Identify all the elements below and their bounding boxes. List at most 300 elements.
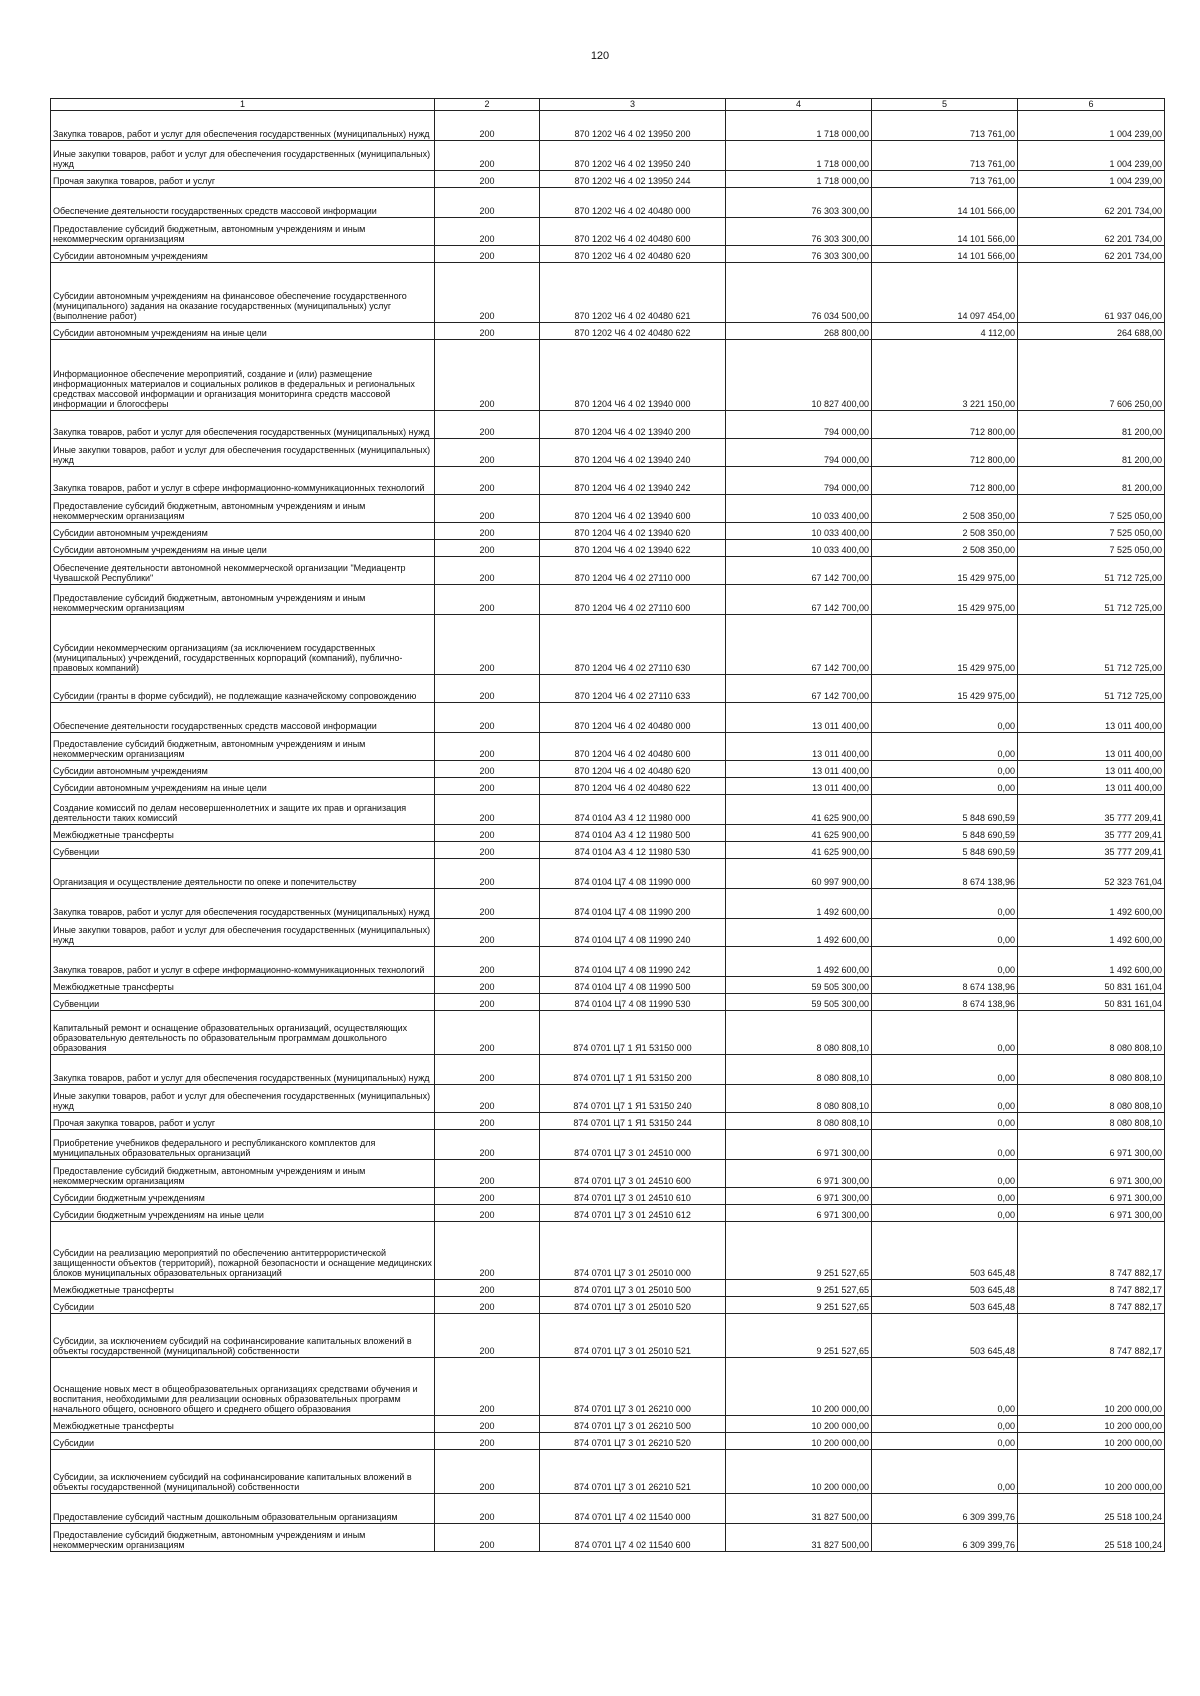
row-admin-code-cell: 200 — [435, 141, 540, 171]
row-executed-amount-cell: 0,00 — [872, 919, 1018, 947]
row-name-cell: Субсидии (гранты в форме субсидий), не подлежащие казначейскому сопровождению — [51, 675, 435, 703]
row-admin-code-cell: 200 — [435, 323, 540, 340]
row-approved-amount-cell: 794 000,00 — [726, 467, 872, 495]
row-admin-code-cell: 200 — [435, 439, 540, 467]
row-executed-amount-cell: 0,00 — [872, 1113, 1018, 1130]
row-remaining-amount-cell: 10 200 000,00 — [1018, 1433, 1165, 1450]
row-executed-amount-cell: 503 645,48 — [872, 1297, 1018, 1314]
table-header-row — [51, 99, 1165, 111]
table-row — [51, 1085, 1165, 1113]
table-row — [51, 1450, 1165, 1494]
row-name-cell: Создание комиссий по делам несовершеннолетних и защите их прав и организация деятельности таких комиссий — [51, 795, 435, 825]
row-budget-code-cell: 870 1204 Ч6 4 02 27110 630 — [540, 615, 726, 675]
row-approved-amount-cell: 10 827 400,00 — [726, 340, 872, 411]
table-row — [51, 246, 1165, 263]
row-admin-code-cell: 200 — [435, 263, 540, 323]
row-remaining-amount-cell: 13 011 400,00 — [1018, 778, 1165, 795]
row-admin-code-cell: 200 — [435, 340, 540, 411]
row-approved-amount-cell: 10 033 400,00 — [726, 523, 872, 540]
row-budget-code-cell: 874 0701 Ц7 3 01 26210 520 — [540, 1433, 726, 1450]
row-budget-code-cell: 870 1204 Ч6 4 02 13940 600 — [540, 495, 726, 523]
row-approved-amount-cell: 8 080 808,10 — [726, 1011, 872, 1055]
row-admin-code-cell: 200 — [435, 1011, 540, 1055]
row-budget-code-cell: 870 1202 Ч6 4 02 40480 620 — [540, 246, 726, 263]
row-admin-code-cell: 200 — [435, 1055, 540, 1085]
row-budget-code-cell: 870 1204 Ч6 4 02 27110 600 — [540, 585, 726, 615]
row-approved-amount-cell: 10 200 000,00 — [726, 1358, 872, 1416]
table-row — [51, 218, 1165, 246]
row-executed-amount-cell: 503 645,48 — [872, 1314, 1018, 1358]
row-name-cell: Межбюджетные трансферты — [51, 977, 435, 994]
row-admin-code-cell: 200 — [435, 1358, 540, 1416]
table-row — [51, 919, 1165, 947]
row-name-cell: Прочая закупка товаров, работ и услуг — [51, 171, 435, 188]
row-remaining-amount-cell: 62 201 734,00 — [1018, 218, 1165, 246]
row-budget-code-cell: 874 0701 Ц7 3 01 24510 600 — [540, 1160, 726, 1188]
row-remaining-amount-cell: 81 200,00 — [1018, 411, 1165, 439]
row-executed-amount-cell: 713 761,00 — [872, 141, 1018, 171]
row-budget-code-cell: 870 1204 Ч6 4 02 40480 620 — [540, 761, 726, 778]
row-name-cell: Субсидии автономным учреждениям — [51, 246, 435, 263]
table-row — [51, 111, 1165, 141]
table-row — [51, 859, 1165, 889]
row-approved-amount-cell: 1 718 000,00 — [726, 171, 872, 188]
row-approved-amount-cell: 6 971 300,00 — [726, 1160, 872, 1188]
row-remaining-amount-cell: 81 200,00 — [1018, 467, 1165, 495]
row-budget-code-cell: 870 1202 Ч6 4 02 13950 200 — [540, 111, 726, 141]
row-executed-amount-cell: 15 429 975,00 — [872, 585, 1018, 615]
row-name-cell: Предоставление субсидий бюджетным, автономным учреждениям и иным некоммерческим организациям — [51, 1524, 435, 1552]
row-executed-amount-cell: 2 508 350,00 — [872, 540, 1018, 557]
row-remaining-amount-cell: 6 971 300,00 — [1018, 1205, 1165, 1222]
table-row — [51, 1205, 1165, 1222]
table-row — [51, 1011, 1165, 1055]
row-remaining-amount-cell: 6 971 300,00 — [1018, 1130, 1165, 1160]
budget-table — [50, 98, 1165, 1552]
table-row — [51, 615, 1165, 675]
row-executed-amount-cell: 712 800,00 — [872, 439, 1018, 467]
row-approved-amount-cell: 41 625 900,00 — [726, 825, 872, 842]
row-admin-code-cell: 200 — [435, 842, 540, 859]
table-row — [51, 1113, 1165, 1130]
row-name-cell: Закупка товаров, работ и услуг для обеспечения государственных (муниципальных) нужд — [51, 111, 435, 141]
row-executed-amount-cell: 0,00 — [872, 1433, 1018, 1450]
row-approved-amount-cell: 67 142 700,00 — [726, 615, 872, 675]
row-budget-code-cell: 874 0701 Ц7 3 01 25010 520 — [540, 1297, 726, 1314]
row-remaining-amount-cell: 51 712 725,00 — [1018, 615, 1165, 675]
row-admin-code-cell: 200 — [435, 1433, 540, 1450]
row-name-cell: Информационное обеспечение мероприятий, создание и (или) размещение информационных материалов и социальных роликов в федеральных и региональных средствах массовой информации и организация мониторинга средств массовой информации и блогосферы — [51, 340, 435, 411]
row-remaining-amount-cell: 8 747 882,17 — [1018, 1222, 1165, 1280]
row-approved-amount-cell: 6 971 300,00 — [726, 1130, 872, 1160]
table-row — [51, 1222, 1165, 1280]
table-row — [51, 994, 1165, 1011]
row-admin-code-cell: 200 — [435, 733, 540, 761]
row-budget-code-cell: 870 1202 Ч6 4 02 13950 240 — [540, 141, 726, 171]
row-admin-code-cell: 200 — [435, 889, 540, 919]
row-admin-code-cell: 200 — [435, 188, 540, 218]
table-row — [51, 1416, 1165, 1433]
row-budget-code-cell: 870 1204 Ч6 4 02 27110 000 — [540, 557, 726, 585]
row-budget-code-cell: 874 0701 Ц7 3 01 25010 500 — [540, 1280, 726, 1297]
row-budget-code-cell: 870 1202 Ч6 4 02 40480 000 — [540, 188, 726, 218]
row-remaining-amount-cell: 35 777 209,41 — [1018, 842, 1165, 859]
row-name-cell: Закупка товаров, работ и услуг в сфере информационно-коммуникационных технологий — [51, 947, 435, 977]
row-admin-code-cell: 200 — [435, 218, 540, 246]
row-approved-amount-cell: 41 625 900,00 — [726, 795, 872, 825]
row-budget-code-cell: 874 0701 Ц7 3 01 26210 500 — [540, 1416, 726, 1433]
row-name-cell: Закупка товаров, работ и услуг для обеспечения государственных (муниципальных) нужд — [51, 889, 435, 919]
row-name-cell: Субвенции — [51, 842, 435, 859]
row-admin-code-cell: 200 — [435, 495, 540, 523]
header-col-2: 2 — [435, 99, 540, 111]
row-admin-code-cell: 200 — [435, 540, 540, 557]
row-admin-code-cell: 200 — [435, 1085, 540, 1113]
row-remaining-amount-cell: 35 777 209,41 — [1018, 795, 1165, 825]
row-admin-code-cell: 200 — [435, 675, 540, 703]
row-approved-amount-cell: 10 200 000,00 — [726, 1433, 872, 1450]
row-approved-amount-cell: 67 142 700,00 — [726, 585, 872, 615]
row-approved-amount-cell: 76 303 300,00 — [726, 218, 872, 246]
row-name-cell: Субсидии, за исключением субсидий на софинансирование капитальных вложений в объекты государственной (муниципальной) собственности — [51, 1314, 435, 1358]
row-approved-amount-cell: 10 200 000,00 — [726, 1416, 872, 1433]
row-approved-amount-cell: 794 000,00 — [726, 411, 872, 439]
row-admin-code-cell: 200 — [435, 111, 540, 141]
row-name-cell: Предоставление субсидий бюджетным, автономным учреждениям и иным некоммерческим организациям — [51, 733, 435, 761]
row-executed-amount-cell: 0,00 — [872, 1085, 1018, 1113]
table-row — [51, 889, 1165, 919]
table-row — [51, 263, 1165, 323]
row-budget-code-cell: 874 0701 Ц7 1 Я1 53150 240 — [540, 1085, 726, 1113]
row-remaining-amount-cell: 6 971 300,00 — [1018, 1188, 1165, 1205]
row-admin-code-cell: 200 — [435, 171, 540, 188]
row-budget-code-cell: 870 1202 Ч6 4 02 40480 621 — [540, 263, 726, 323]
row-admin-code-cell: 200 — [435, 1280, 540, 1297]
row-admin-code-cell: 200 — [435, 977, 540, 994]
row-admin-code-cell: 200 — [435, 1297, 540, 1314]
row-admin-code-cell: 200 — [435, 1524, 540, 1552]
table-row — [51, 557, 1165, 585]
row-executed-amount-cell: 6 309 399,76 — [872, 1524, 1018, 1552]
row-approved-amount-cell: 13 011 400,00 — [726, 761, 872, 778]
row-name-cell: Субсидии, за исключением субсидий на софинансирование капитальных вложений в объекты государственной (муниципальной) собственности — [51, 1450, 435, 1494]
row-remaining-amount-cell: 10 200 000,00 — [1018, 1450, 1165, 1494]
row-admin-code-cell: 200 — [435, 795, 540, 825]
row-approved-amount-cell: 6 971 300,00 — [726, 1205, 872, 1222]
row-budget-code-cell: 874 0104 Ц7 4 08 11990 200 — [540, 889, 726, 919]
row-budget-code-cell: 870 1204 Ч6 4 02 13940 622 — [540, 540, 726, 557]
row-budget-code-cell: 874 0701 Ц7 3 01 24510 612 — [540, 1205, 726, 1222]
row-remaining-amount-cell: 1 004 239,00 — [1018, 171, 1165, 188]
row-remaining-amount-cell: 8 080 808,10 — [1018, 1011, 1165, 1055]
row-budget-code-cell: 874 0701 Ц7 3 01 26210 521 — [540, 1450, 726, 1494]
row-executed-amount-cell: 2 508 350,00 — [872, 523, 1018, 540]
row-admin-code-cell: 200 — [435, 557, 540, 585]
row-budget-code-cell: 870 1204 Ч6 4 02 13940 000 — [540, 340, 726, 411]
row-budget-code-cell: 874 0104 А3 4 12 11980 500 — [540, 825, 726, 842]
row-approved-amount-cell: 10 033 400,00 — [726, 540, 872, 557]
row-executed-amount-cell: 14 101 566,00 — [872, 188, 1018, 218]
row-executed-amount-cell: 0,00 — [872, 1160, 1018, 1188]
row-name-cell: Субсидии автономным учреждениям на финансовое обеспечение государственного (муниципального) задания на оказание государственных (муниципальных) услуг (выполнение работ) — [51, 263, 435, 323]
row-remaining-amount-cell: 13 011 400,00 — [1018, 733, 1165, 761]
row-approved-amount-cell: 1 718 000,00 — [726, 111, 872, 141]
row-name-cell: Субсидии бюджетным учреждениям — [51, 1188, 435, 1205]
row-admin-code-cell: 200 — [435, 1160, 540, 1188]
row-admin-code-cell: 200 — [435, 1416, 540, 1433]
row-approved-amount-cell: 67 142 700,00 — [726, 557, 872, 585]
row-name-cell: Субсидии — [51, 1433, 435, 1450]
header-col-6: 6 — [1018, 99, 1165, 111]
table-row — [51, 761, 1165, 778]
table-row — [51, 323, 1165, 340]
table-row — [51, 1055, 1165, 1085]
row-budget-code-cell: 874 0104 Ц7 4 08 11990 240 — [540, 919, 726, 947]
row-remaining-amount-cell: 1 492 600,00 — [1018, 919, 1165, 947]
row-name-cell: Субвенции — [51, 994, 435, 1011]
table-row — [51, 1160, 1165, 1188]
page-number: 120 — [590, 50, 610, 62]
row-budget-code-cell: 874 0701 Ц7 1 Я1 53150 000 — [540, 1011, 726, 1055]
header-col-5: 5 — [872, 99, 1018, 111]
row-executed-amount-cell: 8 674 138,96 — [872, 977, 1018, 994]
row-executed-amount-cell: 14 097 454,00 — [872, 263, 1018, 323]
row-approved-amount-cell: 1 492 600,00 — [726, 947, 872, 977]
row-approved-amount-cell: 59 505 300,00 — [726, 977, 872, 994]
table-row — [51, 675, 1165, 703]
row-remaining-amount-cell: 10 200 000,00 — [1018, 1358, 1165, 1416]
table-row — [51, 947, 1165, 977]
row-admin-code-cell: 200 — [435, 919, 540, 947]
row-admin-code-cell: 200 — [435, 859, 540, 889]
row-budget-code-cell: 870 1204 Ч6 4 02 40480 000 — [540, 703, 726, 733]
row-executed-amount-cell: 0,00 — [872, 703, 1018, 733]
table-body — [51, 111, 1165, 1552]
row-executed-amount-cell: 0,00 — [872, 1205, 1018, 1222]
row-remaining-amount-cell: 62 201 734,00 — [1018, 188, 1165, 218]
row-admin-code-cell: 200 — [435, 1222, 540, 1280]
row-budget-code-cell: 874 0104 А3 4 12 11980 000 — [540, 795, 726, 825]
row-executed-amount-cell: 5 848 690,59 — [872, 842, 1018, 859]
row-admin-code-cell: 200 — [435, 615, 540, 675]
table-row — [51, 1433, 1165, 1450]
row-budget-code-cell: 874 0701 Ц7 1 Я1 53150 200 — [540, 1055, 726, 1085]
row-executed-amount-cell: 0,00 — [872, 733, 1018, 761]
table-row — [51, 1297, 1165, 1314]
row-remaining-amount-cell: 8 747 882,17 — [1018, 1280, 1165, 1297]
row-admin-code-cell: 200 — [435, 523, 540, 540]
row-approved-amount-cell: 13 011 400,00 — [726, 733, 872, 761]
row-executed-amount-cell: 713 761,00 — [872, 111, 1018, 141]
row-approved-amount-cell: 9 251 527,65 — [726, 1280, 872, 1297]
table-row — [51, 1280, 1165, 1297]
row-budget-code-cell: 870 1204 Ч6 4 02 27110 633 — [540, 675, 726, 703]
row-budget-code-cell: 870 1204 Ч6 4 02 13940 242 — [540, 467, 726, 495]
table-row — [51, 1314, 1165, 1358]
row-remaining-amount-cell: 7 525 050,00 — [1018, 540, 1165, 557]
table-row — [51, 585, 1165, 615]
table-row — [51, 795, 1165, 825]
table-row — [51, 141, 1165, 171]
row-budget-code-cell: 874 0104 Ц7 4 08 11990 000 — [540, 859, 726, 889]
table-row — [51, 703, 1165, 733]
table-row — [51, 188, 1165, 218]
row-remaining-amount-cell: 25 518 100,24 — [1018, 1524, 1165, 1552]
row-remaining-amount-cell: 50 831 161,04 — [1018, 994, 1165, 1011]
row-approved-amount-cell: 8 080 808,10 — [726, 1113, 872, 1130]
row-executed-amount-cell: 0,00 — [872, 1450, 1018, 1494]
row-remaining-amount-cell: 6 971 300,00 — [1018, 1160, 1165, 1188]
row-approved-amount-cell: 1 492 600,00 — [726, 889, 872, 919]
row-budget-code-cell: 874 0104 Ц7 4 08 11990 242 — [540, 947, 726, 977]
row-remaining-amount-cell: 8 080 808,10 — [1018, 1055, 1165, 1085]
row-name-cell: Межбюджетные трансферты — [51, 1280, 435, 1297]
row-name-cell: Оснащение новых мест в общеобразовательных организациях средствами обучения и воспитания, необходимыми для реализации основных образовательных программ начального общего, основного общего и среднего общего образования — [51, 1358, 435, 1416]
row-name-cell: Предоставление субсидий бюджетным, автономным учреждениям и иным некоммерческим организациям — [51, 585, 435, 615]
row-executed-amount-cell: 503 645,48 — [872, 1280, 1018, 1297]
row-budget-code-cell: 874 0701 Ц7 3 01 26210 000 — [540, 1358, 726, 1416]
row-remaining-amount-cell: 1 004 239,00 — [1018, 111, 1165, 141]
row-remaining-amount-cell: 1 492 600,00 — [1018, 889, 1165, 919]
row-budget-code-cell: 874 0104 Ц7 4 08 11990 500 — [540, 977, 726, 994]
row-approved-amount-cell: 268 800,00 — [726, 323, 872, 340]
row-remaining-amount-cell: 7 525 050,00 — [1018, 523, 1165, 540]
row-name-cell: Обеспечение деятельности государственных средств массовой информации — [51, 188, 435, 218]
row-remaining-amount-cell: 8 747 882,17 — [1018, 1314, 1165, 1358]
row-name-cell: Прочая закупка товаров, работ и услуг — [51, 1113, 435, 1130]
row-remaining-amount-cell: 8 747 882,17 — [1018, 1297, 1165, 1314]
row-remaining-amount-cell: 61 937 046,00 — [1018, 263, 1165, 323]
row-budget-code-cell: 870 1204 Ч6 4 02 40480 600 — [540, 733, 726, 761]
table-row — [51, 1494, 1165, 1524]
row-remaining-amount-cell: 35 777 209,41 — [1018, 825, 1165, 842]
row-admin-code-cell: 200 — [435, 1188, 540, 1205]
table-row — [51, 842, 1165, 859]
table-row — [51, 1130, 1165, 1160]
row-name-cell: Субсидии автономным учреждениям на иные цели — [51, 778, 435, 795]
row-approved-amount-cell: 60 997 900,00 — [726, 859, 872, 889]
row-name-cell: Субсидии бюджетным учреждениям на иные цели — [51, 1205, 435, 1222]
row-budget-code-cell: 870 1202 Ч6 4 02 40480 622 — [540, 323, 726, 340]
row-name-cell: Приобретение учебников федерального и республиканского комплектов для муниципальных образовательных организаций — [51, 1130, 435, 1160]
row-approved-amount-cell: 9 251 527,65 — [726, 1297, 872, 1314]
row-approved-amount-cell: 31 827 500,00 — [726, 1524, 872, 1552]
row-budget-code-cell: 874 0104 А3 4 12 11980 530 — [540, 842, 726, 859]
row-executed-amount-cell: 0,00 — [872, 1416, 1018, 1433]
row-name-cell: Предоставление субсидий бюджетным, автономным учреждениям и иным некоммерческим организациям — [51, 1160, 435, 1188]
row-approved-amount-cell: 1 492 600,00 — [726, 919, 872, 947]
row-name-cell: Межбюджетные трансферты — [51, 825, 435, 842]
header-col-1: 1 — [51, 99, 435, 111]
row-executed-amount-cell: 6 309 399,76 — [872, 1494, 1018, 1524]
row-name-cell: Иные закупки товаров, работ и услуг для обеспечения государственных (муниципальных) нужд — [51, 919, 435, 947]
row-approved-amount-cell: 67 142 700,00 — [726, 675, 872, 703]
row-admin-code-cell: 200 — [435, 761, 540, 778]
row-executed-amount-cell: 14 101 566,00 — [872, 218, 1018, 246]
table-row — [51, 733, 1165, 761]
row-remaining-amount-cell: 81 200,00 — [1018, 439, 1165, 467]
row-name-cell: Иные закупки товаров, работ и услуг для обеспечения государственных (муниципальных) нужд — [51, 1085, 435, 1113]
row-remaining-amount-cell: 8 080 808,10 — [1018, 1085, 1165, 1113]
row-admin-code-cell: 200 — [435, 825, 540, 842]
row-name-cell: Обеспечение деятельности автономной некоммерческой организации "Медиацентр Чувашской Республики" — [51, 557, 435, 585]
row-remaining-amount-cell: 51 712 725,00 — [1018, 585, 1165, 615]
row-admin-code-cell: 200 — [435, 703, 540, 733]
row-remaining-amount-cell: 10 200 000,00 — [1018, 1416, 1165, 1433]
row-name-cell: Закупка товаров, работ и услуг в сфере информационно-коммуникационных технологий — [51, 467, 435, 495]
table-row — [51, 439, 1165, 467]
row-approved-amount-cell: 9 251 527,65 — [726, 1222, 872, 1280]
row-executed-amount-cell: 0,00 — [872, 1130, 1018, 1160]
row-approved-amount-cell: 59 505 300,00 — [726, 994, 872, 1011]
row-executed-amount-cell: 0,00 — [872, 947, 1018, 977]
row-approved-amount-cell: 794 000,00 — [726, 439, 872, 467]
row-admin-code-cell: 200 — [435, 1130, 540, 1160]
row-name-cell: Капитальный ремонт и оснащение образовательных организаций, осуществляющих образовательную деятельность по образовательным программам дошкольного образования — [51, 1011, 435, 1055]
row-admin-code-cell: 200 — [435, 411, 540, 439]
row-executed-amount-cell: 0,00 — [872, 761, 1018, 778]
row-executed-amount-cell: 5 848 690,59 — [872, 825, 1018, 842]
row-remaining-amount-cell: 7 606 250,00 — [1018, 340, 1165, 411]
row-admin-code-cell: 200 — [435, 246, 540, 263]
row-executed-amount-cell: 0,00 — [872, 1011, 1018, 1055]
row-approved-amount-cell: 13 011 400,00 — [726, 778, 872, 795]
row-admin-code-cell: 200 — [435, 994, 540, 1011]
row-remaining-amount-cell: 13 011 400,00 — [1018, 761, 1165, 778]
row-remaining-amount-cell: 51 712 725,00 — [1018, 675, 1165, 703]
row-approved-amount-cell: 76 303 300,00 — [726, 188, 872, 218]
row-approved-amount-cell: 1 718 000,00 — [726, 141, 872, 171]
row-approved-amount-cell: 10 033 400,00 — [726, 495, 872, 523]
table-row — [51, 523, 1165, 540]
row-executed-amount-cell: 712 800,00 — [872, 467, 1018, 495]
row-remaining-amount-cell: 13 011 400,00 — [1018, 703, 1165, 733]
row-approved-amount-cell: 41 625 900,00 — [726, 842, 872, 859]
row-name-cell: Субсидии автономным учреждениям — [51, 523, 435, 540]
row-budget-code-cell: 874 0104 Ц7 4 08 11990 530 — [540, 994, 726, 1011]
row-executed-amount-cell: 0,00 — [872, 778, 1018, 795]
row-approved-amount-cell: 76 303 300,00 — [726, 246, 872, 263]
row-budget-code-cell: 874 0701 Ц7 3 01 25010 000 — [540, 1222, 726, 1280]
row-executed-amount-cell: 0,00 — [872, 1188, 1018, 1205]
row-remaining-amount-cell: 25 518 100,24 — [1018, 1494, 1165, 1524]
table-row — [51, 778, 1165, 795]
row-executed-amount-cell: 5 848 690,59 — [872, 795, 1018, 825]
row-executed-amount-cell: 713 761,00 — [872, 171, 1018, 188]
row-admin-code-cell: 200 — [435, 585, 540, 615]
table-row — [51, 1358, 1165, 1416]
row-budget-code-cell: 874 0701 Ц7 3 01 25010 521 — [540, 1314, 726, 1358]
row-remaining-amount-cell: 1 004 239,00 — [1018, 141, 1165, 171]
row-executed-amount-cell: 4 112,00 — [872, 323, 1018, 340]
row-remaining-amount-cell: 51 712 725,00 — [1018, 557, 1165, 585]
header-col-3: 3 — [540, 99, 726, 111]
row-name-cell: Предоставление субсидий частным дошкольным образовательным организациям — [51, 1494, 435, 1524]
row-executed-amount-cell: 712 800,00 — [872, 411, 1018, 439]
row-name-cell: Предоставление субсидий бюджетным, автономным учреждениям и иным некоммерческим организациям — [51, 495, 435, 523]
row-budget-code-cell: 870 1204 Ч6 4 02 13940 200 — [540, 411, 726, 439]
row-approved-amount-cell: 13 011 400,00 — [726, 703, 872, 733]
row-name-cell: Субсидии автономным учреждениям на иные цели — [51, 323, 435, 340]
row-approved-amount-cell: 6 971 300,00 — [726, 1188, 872, 1205]
row-approved-amount-cell: 76 034 500,00 — [726, 263, 872, 323]
row-budget-code-cell: 870 1202 Ч6 4 02 40480 600 — [540, 218, 726, 246]
row-remaining-amount-cell: 8 080 808,10 — [1018, 1113, 1165, 1130]
row-name-cell: Организация и осуществление деятельности по опеке и попечительству — [51, 859, 435, 889]
row-name-cell: Субсидии на реализацию мероприятий по обеспечению антитеррористической защищенности объектов (территорий), пожарной безопасности и оснащение медицинских блоков муниципальных образовательных организаций — [51, 1222, 435, 1280]
row-remaining-amount-cell: 52 323 761,04 — [1018, 859, 1165, 889]
row-remaining-amount-cell: 62 201 734,00 — [1018, 246, 1165, 263]
